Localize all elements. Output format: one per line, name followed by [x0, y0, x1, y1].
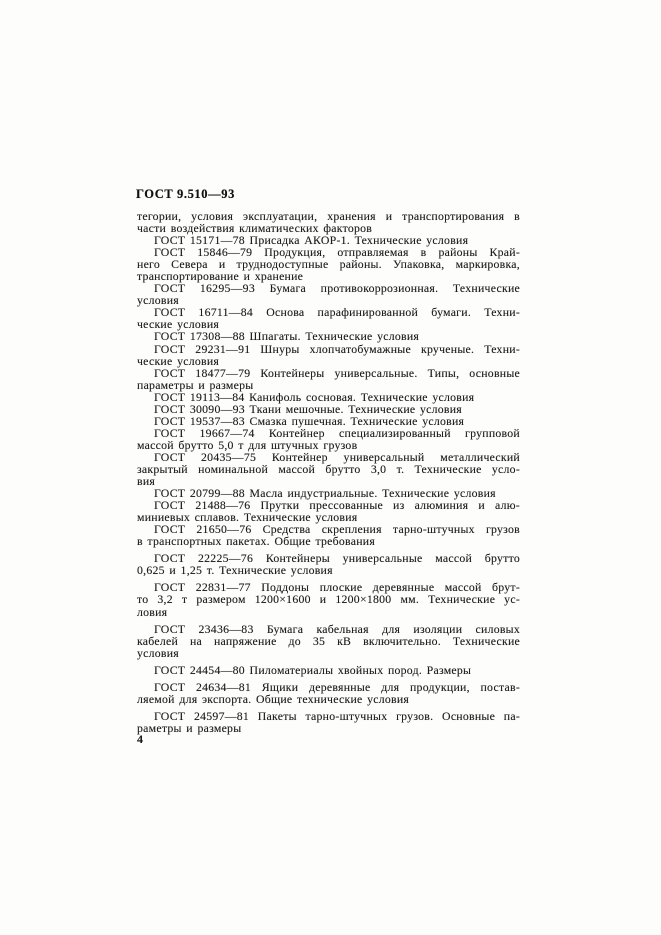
- paragraph: [137, 210, 520, 234]
- text-line: ГОСТ 21488—76 Прутки прессованные из алюминия и алю-: [154, 498, 520, 513]
- text-line: ГОСТ 24454—80 Пиломатериалы хвойных пород. Размеры: [154, 662, 472, 677]
- text-line: ляемой для экспорта. Общие технические условия: [137, 691, 410, 706]
- paragraph: [137, 306, 520, 330]
- text-line: тегории, условия эксплуатации, хранения и транспортирования в: [137, 209, 520, 223]
- text-line: в транспортных пакетах. Общие требования: [137, 534, 375, 549]
- document-header: ГОСТ 9.510—93: [136, 187, 235, 201]
- paragraph: [137, 523, 520, 547]
- text-line: ГОСТ 19537—83 Смазка пушечная. Технические условия: [154, 413, 465, 428]
- paragraph: [137, 367, 520, 391]
- text-line: ГОСТ 16711—84 Основа парафинированной бумаги. Техни-: [154, 305, 520, 320]
- text-line: массой брутто 5,0 т для штучных грузов: [137, 437, 358, 452]
- text-line: ГОСТ 24634—81 Ящики деревянные для продукции, постав-: [154, 679, 520, 694]
- text-line: части воздействия климатических факторов: [137, 221, 373, 236]
- text-line: ловия: [137, 604, 168, 619]
- paragraph: [137, 623, 520, 659]
- paragraph: [137, 330, 520, 342]
- document-body: [137, 210, 520, 734]
- text-line: ГОСТ 19667—74 Контейнер специализированный групповой: [154, 425, 520, 440]
- paragraph: [137, 451, 520, 487]
- paragraph: [137, 391, 520, 403]
- paragraph: [137, 681, 520, 705]
- text-line: ГОСТ 29231—91 Шнуры хлопчатобумажные крученые. Техни-: [154, 341, 520, 356]
- text-line: ГОСТ 18477—79 Контейнеры универсальные. Типы, основные: [154, 365, 520, 380]
- text-line: ГОСТ 21650—76 Средства скрепления тарно-штучных грузов: [154, 522, 520, 537]
- text-line: миниевых сплавов. Технические условия: [137, 510, 358, 525]
- text-line: ГОСТ 15846—79 Продукция, отправляемая в районы Край-: [154, 245, 520, 260]
- page-number: 4: [137, 732, 143, 746]
- paragraph: [137, 427, 520, 451]
- paragraph: [137, 710, 520, 734]
- text-line: вия: [137, 474, 156, 489]
- text-line: условия: [137, 645, 179, 660]
- text-line: то 3,2 т размером 1200×1600 и 1200×1800 мм. Технические ус-: [137, 592, 520, 607]
- text-line: ГОСТ 17308—88 Шпагаты. Технические условия: [154, 329, 420, 344]
- text-line: ГОСТ 24597—81 Пакеты тарно-штучных грузов. Основные па-: [154, 708, 520, 723]
- text-line: ГОСТ 20435—75 Контейнер универсальный металлический: [154, 449, 520, 464]
- paragraph: [137, 552, 520, 576]
- text-line: ГОСТ 23436—83 Бумага кабельная для изоляции силовых: [154, 621, 520, 636]
- paragraph: [137, 403, 520, 415]
- text-line: закрытый номинальной массой брутто 3,0 т. Технические усло-: [137, 461, 520, 476]
- text-line: ГОСТ 16295—93 Бумага противокоррозионная. Технические: [154, 281, 520, 296]
- text-line: 0,625 и 1,25 т. Технические условия: [137, 563, 333, 578]
- paragraph: [137, 664, 520, 676]
- text-line: ГОСТ 15171—78 Присадка АКОР-1. Технические условия: [154, 233, 469, 248]
- text-line: ГОСТ 19113—84 Канифоль сосновая. Технические условия: [154, 389, 475, 404]
- text-line: ГОСТ 20799—88 Масла индустриальные. Технические условия: [154, 486, 496, 501]
- text-line: ческие условия: [137, 317, 220, 332]
- text-line: транспортирование и хранение: [137, 269, 304, 284]
- paragraph: [137, 499, 520, 523]
- paragraph: [137, 343, 520, 367]
- text-line: параметры и размеры: [137, 377, 254, 392]
- text-line: ГОСТ 22831—77 Поддоны плоские деревянные массой брут-: [154, 580, 520, 595]
- text-line: него Севера и труднодоступные районы. Упаковка, маркировка,: [137, 257, 520, 272]
- text-line: условия: [137, 293, 179, 308]
- text-line: ГОСТ 22225—76 Контейнеры универсальные массой брутто: [154, 551, 520, 566]
- paragraph: [137, 246, 520, 282]
- text-line: раметры и размеры: [137, 720, 242, 735]
- paragraph: [137, 581, 520, 617]
- text-line: ГОСТ 30090—93 Ткани мешочные. Технические условия: [154, 401, 462, 416]
- text-line: ческие условия: [137, 353, 220, 368]
- text-line: кабелей на напряжение до 35 кВ включительно. Технические: [137, 633, 520, 648]
- paragraph: [137, 282, 520, 306]
